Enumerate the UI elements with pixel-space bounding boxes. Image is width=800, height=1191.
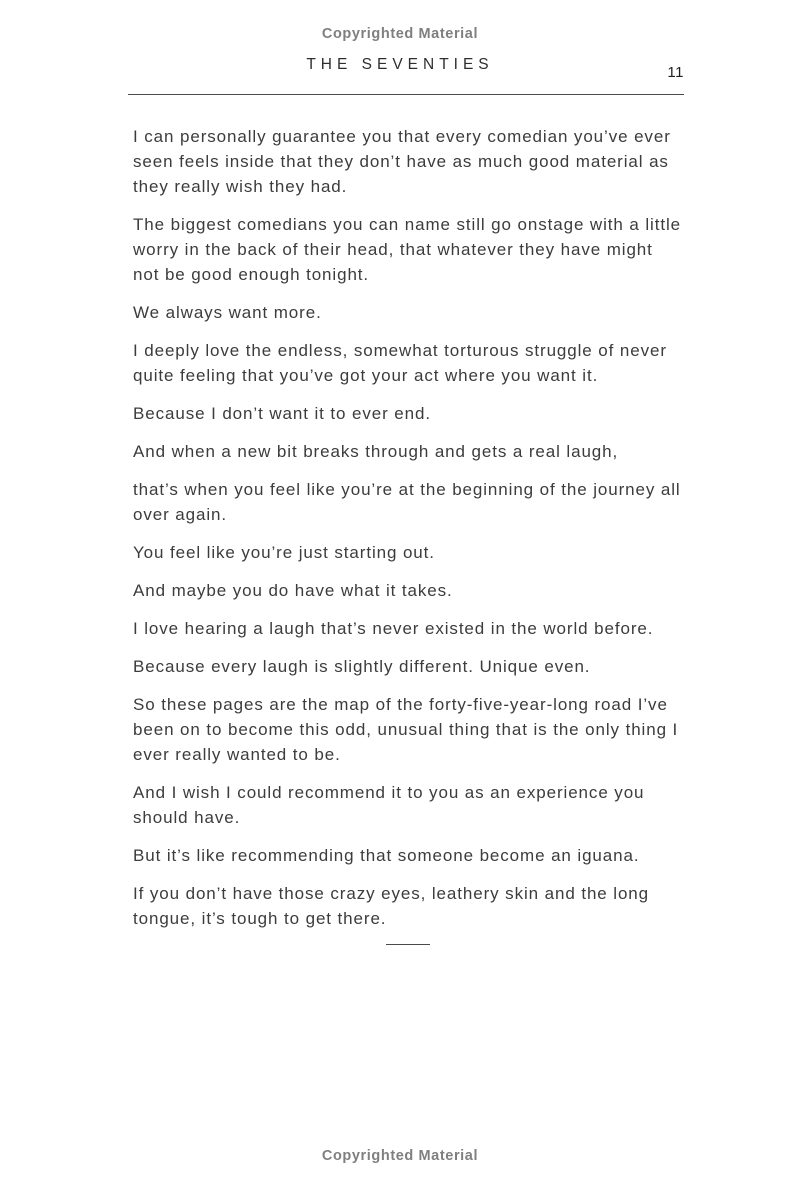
paragraph: Because every laugh is slightly different. Unique even. [133,657,591,676]
page-number: 11 [667,64,684,81]
paragraph: We always want more. [133,303,322,322]
paragraph: that’s when you feel like you’re at the beginning of the journey all over again. [133,480,681,524]
paragraph: And maybe you do have what it takes. [133,581,453,600]
paragraph: The biggest comedians you can name still go onstage with a little worry in the back of their head, that whatever they have might not be good enough tonight. [133,215,681,284]
paragraph: If you don’t have those crazy eyes, leathery skin and the long tongue, it’s tough to get there. [133,884,650,928]
header-rule [128,94,684,95]
chapter-title: THE SEVENTIES [306,56,494,73]
paragraph: I love hearing a laugh that’s never existed in the world before. [133,619,654,638]
paragraph: You feel like you’re just starting out. [133,543,435,562]
paragraph: I can personally guarantee you that every comedian you’ve ever seen feels inside that they don’t have as much good material as they really wish they had. [133,127,671,196]
paragraph: And I wish I could recommend it to you as an experience you should have. [133,783,645,827]
paragraph: Because I don’t want it to ever end. [133,404,431,423]
copyright-notice-top: Copyrighted Material [321,26,479,42]
copyright-notice-bottom: Copyrighted Material [321,1148,479,1164]
paragraph: And when a new bit breaks through and gets a real laugh, [133,442,619,461]
body-text [133,124,683,945]
paragraph: I deeply love the endless, somewhat torturous struggle of never quite feeling that you’ve got your act where you want it. [133,341,667,385]
section-break-divider [386,944,430,945]
paragraph: But it’s like recommending that someone become an iguana. [133,846,640,865]
paragraph: So these pages are the map of the forty-five-year-long road I’ve been on to become this odd, unusual thing that is the only thing I ever really wanted to be. [133,695,679,764]
